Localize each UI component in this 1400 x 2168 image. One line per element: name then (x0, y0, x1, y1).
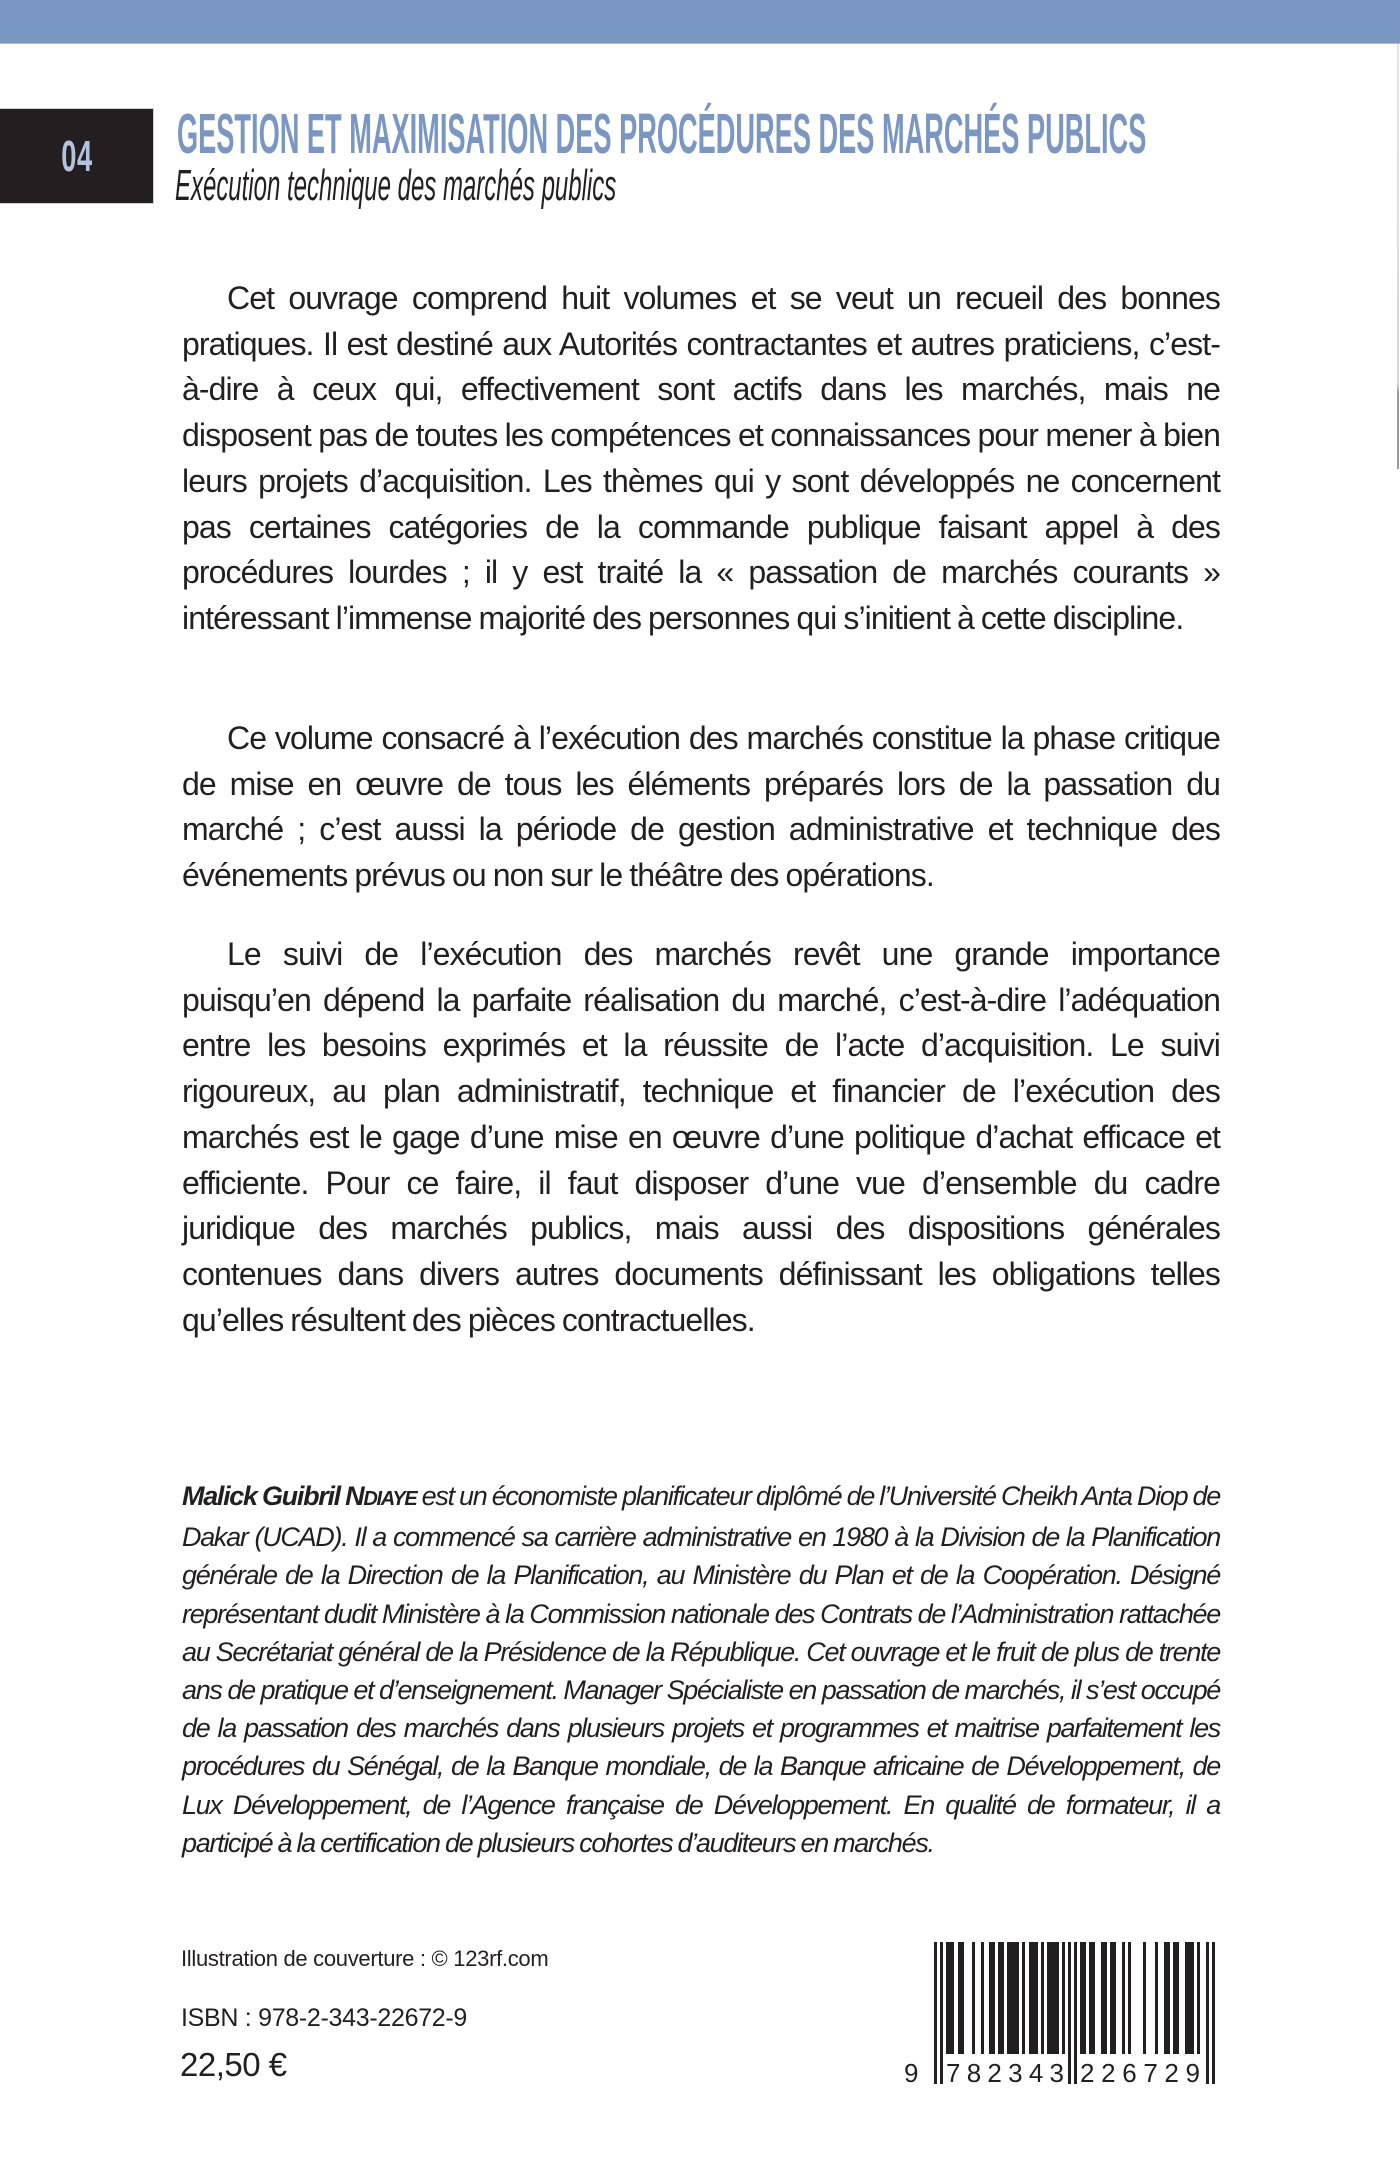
author-surname-initial: N (345, 1481, 364, 1511)
series-title: GESTION ET MAXIMISATION DES PROCÉDURES DES MARCHÉS PUBLICS (177, 102, 1147, 166)
author-bio (182, 1477, 1220, 1862)
barcode-lead-digit: 9 (904, 2058, 919, 2086)
cover-illustration-credit: Illustration de couverture : © 123rf.com (181, 1946, 549, 1971)
barcode-icon (898, 1936, 1228, 2086)
top-color-band (0, 0, 1400, 44)
price: 22,50 € (180, 2046, 287, 2083)
volume-number-box (0, 108, 154, 204)
volume-number: 04 (61, 132, 93, 181)
paragraph-text: Ce volume consacré à l’exécution des marchés constitue la phase critique de mise en œuvre de tous les éléments préparés lors de la passation du marché ; c’est aussi la période de gestion administrative et technique des événements prévus ou non sur le théâtre des opérations. (182, 720, 1220, 894)
barcode-left-digits: 782343 (946, 2058, 1064, 2086)
author-bio-text: est un économiste planificateur diplômé de l’Université Cheikh Anta Diop de Dakar (UCAD). Il a commencé sa carrière administrative en 1980 à la Division de la Planification générale de la Direction de la Planification, au Ministère du Plan et de la Coopération. Désigné représentant dudit Ministère à la Commission nationale des Contrats de l’Administration rattachée au Secrétariat général de la Présidence de la République. Cet ouvrage et le fruit de plus de trente ans de pratique et d’enseignement. Manager Spécialiste en passation de marchés, il s’est occupé de la passation des marchés dans plusieurs projets et programmes et maitrise parfaitement les procédures du Sénégal, de la Banque mondiale, de la Banque africaine de Développement, de Lux Développement, de l’Agence française de Développement. En qualité de formateur, il a participé à la certification de plusieurs cohortes d’auditeurs en marchés. (182, 1481, 1220, 1858)
description-paragraph-2 (182, 716, 1220, 899)
author-first-names: Malick Guibril (182, 1481, 346, 1511)
barcode-right-digits: 226729 (1080, 2058, 1200, 2086)
paragraph-text: Le suivi de l’exécution des marchés revêt une grande importance puisqu’en dépend la parfaite réalisation du marché, c’est-à-dire l’adéquation entre les besoins exprimés et la réussite de l’acte d’acquisition. Le suivi rigoureux, au plan administratif, technique et financier de l’exécution des marchés est le gage d’une mise en œuvre d’une politique d’achat efficace et efficiente. Pour ce faire, il faut disposer d’une vue d’ensemble du cadre juridique des marchés publics, mais aussi des dispositions générales contenues dans divers autres documents définissant les obligations telles qu’elles résultent des pièces contractuelles. (182, 936, 1220, 1338)
author-surname-smallcaps: DIAYE (363, 1488, 417, 1510)
isbn-barcode (898, 1936, 1228, 2086)
book-subtitle: Exécution technique des marchés publics (175, 161, 617, 210)
description-paragraph-1 (182, 276, 1220, 642)
paragraph-text: Cet ouvrage comprend huit volumes et se veut un recueil des bonnes pratiques. Il est destiné aux Autorités contractantes et autres praticiens, c’est-à-dire à ceux qui, effectivement sont actifs dans les marchés, mais ne disposent pas de toutes les compétences et connaissances pour mener à bien leurs projets d’acquisition. Les thèmes qui y sont développés ne concernent pas certaines catégories de la commande publique faisant appel à des procédures lourdes ; il y est traité la « passation de marchés courants » intéressant l’immense majorité des personnes qui s’initient à cette discipline. (182, 280, 1220, 636)
isbn: ISBN : 978-2-343-22672-9 (181, 2004, 468, 2032)
spine-edge-line (1397, 44, 1399, 469)
description-paragraph-3 (182, 932, 1220, 1343)
